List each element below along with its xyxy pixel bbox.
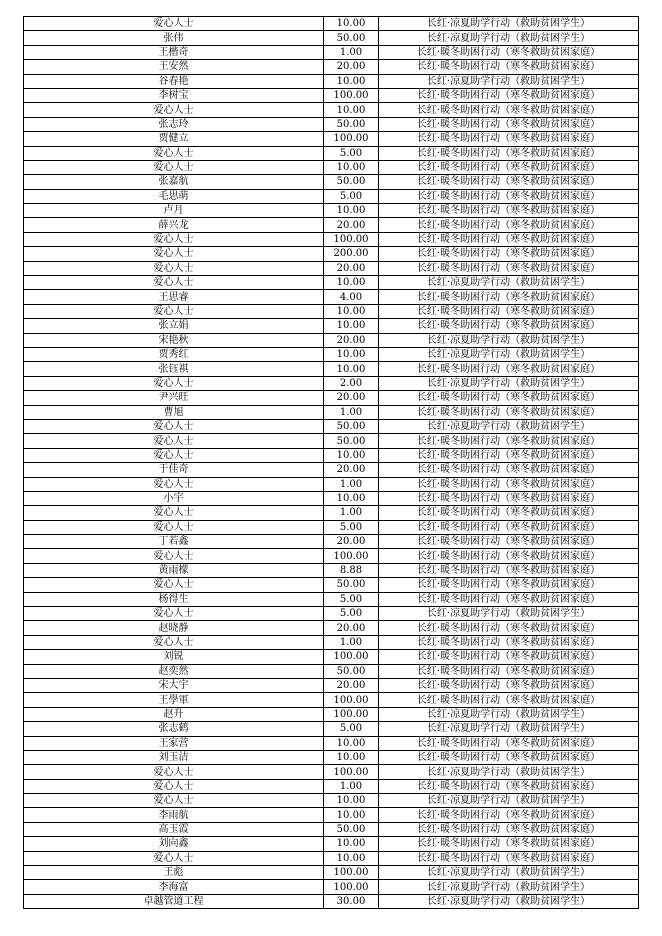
table-row xyxy=(24,132,639,146)
project-cell: 长红·暖冬助困行动（寒冬救助贫困家庭） xyxy=(379,146,639,160)
amount-cell: 50.00 xyxy=(324,175,379,189)
table-row xyxy=(24,635,639,649)
project-cell: 长红·暖冬助困行动（寒冬救助贫困家庭） xyxy=(379,218,639,232)
amount-cell: 5.00 xyxy=(324,146,379,160)
table-row xyxy=(24,491,639,505)
table-row xyxy=(24,45,639,59)
table-row xyxy=(24,607,639,621)
project-cell: 长红·暖冬助困行动（寒冬救助贫困家庭） xyxy=(379,693,639,707)
amount-cell: 50.00 xyxy=(324,434,379,448)
project-cell: 长红·暖冬助困行动（寒冬救助贫困家庭） xyxy=(379,822,639,836)
project-cell: 长红·凉夏助学行动（救助贫困学生） xyxy=(379,276,639,290)
project-cell: 长红·凉夏助学行动（救助贫困学生） xyxy=(379,74,639,88)
table-row xyxy=(24,765,639,779)
amount-cell: 100.00 xyxy=(324,880,379,894)
amount-cell: 10.00 xyxy=(324,808,379,822)
amount-cell: 5.00 xyxy=(324,607,379,621)
table-row xyxy=(24,822,639,836)
amount-cell: 1.00 xyxy=(324,405,379,419)
amount-cell: 50.00 xyxy=(324,117,379,131)
donor-name-cell: 爱心人士 xyxy=(24,851,324,865)
amount-cell: 20.00 xyxy=(324,333,379,347)
amount-cell: 100.00 xyxy=(324,88,379,102)
donor-name-cell: 爱心人士 xyxy=(24,103,324,117)
table-row xyxy=(24,736,639,750)
project-cell: 长红·凉夏助学行动（救助贫困学生） xyxy=(379,607,639,621)
donor-name-cell: 卢月 xyxy=(24,204,324,218)
amount-cell: 20.00 xyxy=(324,391,379,405)
project-cell: 长红·凉夏助学行动（救助贫困学生） xyxy=(379,866,639,880)
project-cell: 长红·暖冬助困行动（寒冬救助贫困家庭） xyxy=(379,779,639,793)
donor-name-cell: 爱心人士 xyxy=(24,434,324,448)
donor-name-cell: 爱心人士 xyxy=(24,578,324,592)
amount-cell: 10.00 xyxy=(324,736,379,750)
project-cell: 长红·凉夏助学行动（救助贫困学生） xyxy=(379,722,639,736)
donor-name-cell: 爱心人士 xyxy=(24,160,324,174)
donor-name-cell: 爱心人士 xyxy=(24,520,324,534)
amount-cell: 50.00 xyxy=(324,578,379,592)
table-row xyxy=(24,578,639,592)
table-row xyxy=(24,621,639,635)
table-row xyxy=(24,362,639,376)
table-row xyxy=(24,204,639,218)
project-cell: 长红·暖冬助困行动（寒冬救助贫困家庭） xyxy=(379,678,639,692)
project-cell: 长红·凉夏助学行动（救助贫困学生） xyxy=(379,707,639,721)
amount-cell: 100.00 xyxy=(324,650,379,664)
table-row xyxy=(24,405,639,419)
project-cell: 长红·暖冬助困行动（寒冬救助贫困家庭） xyxy=(379,132,639,146)
project-cell: 长红·暖冬助困行动（寒冬救助贫困家庭） xyxy=(379,45,639,59)
amount-cell: 50.00 xyxy=(324,664,379,678)
table-row xyxy=(24,261,639,275)
amount-cell: 10.00 xyxy=(324,103,379,117)
table-row xyxy=(24,88,639,102)
table-row xyxy=(24,650,639,664)
table-row xyxy=(24,319,639,333)
amount-cell: 20.00 xyxy=(324,535,379,549)
table-row xyxy=(24,60,639,74)
project-cell: 长红·暖冬助困行动（寒冬救助贫困家庭） xyxy=(379,477,639,491)
project-cell: 长红·暖冬助困行动（寒冬救助贫困家庭） xyxy=(379,837,639,851)
table-row xyxy=(24,779,639,793)
table-row xyxy=(24,146,639,160)
donor-name-cell: 张嘉航 xyxy=(24,175,324,189)
donation-ledger-table xyxy=(23,16,639,909)
donor-name-cell: 刘锐 xyxy=(24,650,324,664)
amount-cell: 4.00 xyxy=(324,290,379,304)
project-cell: 长红·暖冬助困行动（寒冬救助贫困家庭） xyxy=(379,189,639,203)
table-row xyxy=(24,391,639,405)
amount-cell: 20.00 xyxy=(324,463,379,477)
project-cell: 长红·暖冬助困行动（寒冬救助贫困家庭） xyxy=(379,808,639,822)
project-cell: 长红·暖冬助困行动（寒冬救助贫困家庭） xyxy=(379,650,639,664)
table-row xyxy=(24,549,639,563)
amount-cell: 10.00 xyxy=(324,347,379,361)
project-cell: 长红·凉夏助学行动（救助贫困学生） xyxy=(379,333,639,347)
amount-cell: 100.00 xyxy=(324,232,379,246)
donor-name-cell: 刘向鑫 xyxy=(24,837,324,851)
table-row xyxy=(24,866,639,880)
donor-name-cell: 爱心人士 xyxy=(24,477,324,491)
project-cell: 长红·凉夏助学行动（救助贫困学生） xyxy=(379,31,639,45)
table-row xyxy=(24,376,639,390)
amount-cell: 10.00 xyxy=(324,204,379,218)
donor-name-cell: 爱心人士 xyxy=(24,17,324,31)
table-row xyxy=(24,74,639,88)
donor-name-cell: 爱心人士 xyxy=(24,506,324,520)
project-cell: 长红·暖冬助困行动（寒冬救助贫困家庭） xyxy=(379,491,639,505)
amount-cell: 1.00 xyxy=(324,477,379,491)
donor-name-cell: 爱心人士 xyxy=(24,232,324,246)
table-row xyxy=(24,290,639,304)
project-cell: 长红·暖冬助困行动（寒冬救助贫困家庭） xyxy=(379,117,639,131)
amount-cell: 10.00 xyxy=(324,304,379,318)
amount-cell: 20.00 xyxy=(324,60,379,74)
amount-cell: 100.00 xyxy=(324,132,379,146)
donor-name-cell: 张志鹤 xyxy=(24,722,324,736)
project-cell: 长红·暖冬助困行动（寒冬救助贫困家庭） xyxy=(379,232,639,246)
project-cell: 长红·暖冬助困行动（寒冬救助贫困家庭） xyxy=(379,290,639,304)
donor-name-cell: 张立娟 xyxy=(24,319,324,333)
table-row xyxy=(24,707,639,721)
table-row xyxy=(24,750,639,764)
donor-name-cell: 爱心人士 xyxy=(24,765,324,779)
project-cell: 长红·暖冬助困行动（寒冬救助贫困家庭） xyxy=(379,103,639,117)
donor-name-cell: 爱心人士 xyxy=(24,448,324,462)
table-row xyxy=(24,347,639,361)
amount-cell: 20.00 xyxy=(324,218,379,232)
project-cell: 长红·暖冬助困行动（寒冬救助贫困家庭） xyxy=(379,578,639,592)
donor-name-cell: 张伟 xyxy=(24,31,324,45)
amount-cell: 10.00 xyxy=(324,17,379,31)
project-cell: 长红·凉夏助学行动（救助贫困学生） xyxy=(379,347,639,361)
amount-cell: 1.00 xyxy=(324,779,379,793)
amount-cell: 10.00 xyxy=(324,74,379,88)
amount-cell: 5.00 xyxy=(324,189,379,203)
amount-cell: 100.00 xyxy=(324,866,379,880)
amount-cell: 50.00 xyxy=(324,822,379,836)
table-row xyxy=(24,880,639,894)
project-cell: 长红·暖冬助困行动（寒冬救助贫困家庭） xyxy=(379,60,639,74)
amount-cell: 1.00 xyxy=(324,45,379,59)
donor-name-cell: 谷春艳 xyxy=(24,74,324,88)
donor-name-cell: 爱心人士 xyxy=(24,276,324,290)
amount-cell: 10.00 xyxy=(324,448,379,462)
project-cell: 长红·凉夏助学行动（救助贫困学生） xyxy=(379,419,639,433)
amount-cell: 10.00 xyxy=(324,750,379,764)
amount-cell: 30.00 xyxy=(324,894,379,908)
project-cell: 长红·凉夏助学行动（救助贫困学生） xyxy=(379,17,639,31)
table-row xyxy=(24,160,639,174)
donor-name-cell: 刘玉洁 xyxy=(24,750,324,764)
table-row xyxy=(24,17,639,31)
table-row xyxy=(24,506,639,520)
project-cell: 长红·凉夏助学行动（救助贫困学生） xyxy=(379,794,639,808)
amount-cell: 100.00 xyxy=(324,707,379,721)
project-cell: 长红·暖冬助困行动（寒冬救助贫困家庭） xyxy=(379,549,639,563)
amount-cell: 100.00 xyxy=(324,693,379,707)
project-cell: 长红·暖冬助困行动（寒冬救助贫困家庭） xyxy=(379,319,639,333)
project-cell: 长红·暖冬助困行动（寒冬救助贫困家庭） xyxy=(379,391,639,405)
project-cell: 长红·暖冬助困行动（寒冬救助贫困家庭） xyxy=(379,520,639,534)
project-cell: 长红·暖冬助困行动（寒冬救助贫困家庭） xyxy=(379,434,639,448)
table-row xyxy=(24,232,639,246)
donor-name-cell: 尹兴旺 xyxy=(24,391,324,405)
table-row xyxy=(24,520,639,534)
donor-name-cell: 赵晓静 xyxy=(24,621,324,635)
project-cell: 长红·暖冬助困行动（寒冬救助贫困家庭） xyxy=(379,175,639,189)
table-row xyxy=(24,304,639,318)
table-row xyxy=(24,448,639,462)
amount-cell: 10.00 xyxy=(324,794,379,808)
donor-name-cell: 爱心人士 xyxy=(24,794,324,808)
amount-cell: 10.00 xyxy=(324,160,379,174)
donor-name-cell: 爱心人士 xyxy=(24,419,324,433)
table-row xyxy=(24,31,639,45)
amount-cell: 10.00 xyxy=(324,851,379,865)
table-row xyxy=(24,693,639,707)
table-row xyxy=(24,837,639,851)
donor-name-cell: 爱心人士 xyxy=(24,549,324,563)
donor-name-cell: 爱心人士 xyxy=(24,635,324,649)
donor-name-cell: 薛兴龙 xyxy=(24,218,324,232)
amount-cell: 100.00 xyxy=(324,549,379,563)
donor-name-cell: 高玉霞 xyxy=(24,822,324,836)
project-cell: 长红·暖冬助困行动（寒冬救助贫困家庭） xyxy=(379,592,639,606)
project-cell: 长红·暖冬助困行动（寒冬救助贫困家庭） xyxy=(379,304,639,318)
donor-name-cell: 赵奕然 xyxy=(24,664,324,678)
donor-name-cell: 李海富 xyxy=(24,880,324,894)
amount-cell: 10.00 xyxy=(324,319,379,333)
project-cell: 长红·暖冬助困行动（寒冬救助贫困家庭） xyxy=(379,362,639,376)
project-cell: 长红·凉夏助学行动（救助贫困学生） xyxy=(379,894,639,908)
project-cell: 长红·暖冬助困行动（寒冬救助贫困家庭） xyxy=(379,664,639,678)
table-row xyxy=(24,722,639,736)
table-row xyxy=(24,218,639,232)
amount-cell: 5.00 xyxy=(324,520,379,534)
donor-name-cell: 王楷奇 xyxy=(24,45,324,59)
amount-cell: 200.00 xyxy=(324,247,379,261)
donor-name-cell: 爱心人士 xyxy=(24,261,324,275)
project-cell: 长红·暖冬助困行动（寒冬救助贫困家庭） xyxy=(379,88,639,102)
project-cell: 长红·暖冬助困行动（寒冬救助贫困家庭） xyxy=(379,621,639,635)
project-cell: 长红·暖冬助困行动（寒冬救助贫困家庭） xyxy=(379,405,639,419)
amount-cell: 10.00 xyxy=(324,276,379,290)
donor-name-cell: 王思睿 xyxy=(24,290,324,304)
table-row xyxy=(24,189,639,203)
project-cell: 长红·暖冬助困行动（寒冬救助贫困家庭） xyxy=(379,563,639,577)
amount-cell: 50.00 xyxy=(324,419,379,433)
table-row xyxy=(24,794,639,808)
table-row xyxy=(24,175,639,189)
table-row xyxy=(24,894,639,908)
amount-cell: 1.00 xyxy=(324,506,379,520)
amount-cell: 100.00 xyxy=(324,765,379,779)
table-row xyxy=(24,419,639,433)
table-row xyxy=(24,333,639,347)
project-cell: 长红·凉夏助学行动（救助贫困学生） xyxy=(379,376,639,390)
donor-name-cell: 曹旭 xyxy=(24,405,324,419)
table-row xyxy=(24,563,639,577)
donor-name-cell: 张志玲 xyxy=(24,117,324,131)
project-cell: 长红·暖冬助困行动（寒冬救助贫困家庭） xyxy=(379,463,639,477)
donor-name-cell: 贾健立 xyxy=(24,132,324,146)
donor-name-cell: 爱心人士 xyxy=(24,247,324,261)
project-cell: 长红·暖冬助困行动（寒冬救助贫困家庭） xyxy=(379,736,639,750)
table-row xyxy=(24,477,639,491)
donor-name-cell: 爱心人士 xyxy=(24,304,324,318)
project-cell: 长红·暖冬助困行动（寒冬救助贫困家庭） xyxy=(379,506,639,520)
donor-name-cell: 黄雨檬 xyxy=(24,563,324,577)
donor-name-cell: 爱心人士 xyxy=(24,146,324,160)
donor-name-cell: 王家营 xyxy=(24,736,324,750)
donor-name-cell: 王學軍 xyxy=(24,693,324,707)
table-row xyxy=(24,808,639,822)
project-cell: 长红·暖冬助困行动（寒冬救助贫困家庭） xyxy=(379,448,639,462)
donor-name-cell: 于佳奇 xyxy=(24,463,324,477)
donor-name-cell: 王彪 xyxy=(24,866,324,880)
table-row xyxy=(24,103,639,117)
donor-name-cell: 宋大宇 xyxy=(24,678,324,692)
amount-cell: 10.00 xyxy=(324,362,379,376)
donor-name-cell: 张钰祺 xyxy=(24,362,324,376)
donor-name-cell: 赵升 xyxy=(24,707,324,721)
donor-name-cell: 爱心人士 xyxy=(24,376,324,390)
amount-cell: 2.00 xyxy=(324,376,379,390)
donor-name-cell: 宋艳秋 xyxy=(24,333,324,347)
donor-name-cell: 杨得生 xyxy=(24,592,324,606)
project-cell: 长红·暖冬助困行动（寒冬救助贫困家庭） xyxy=(379,851,639,865)
amount-cell: 8.88 xyxy=(324,563,379,577)
donor-name-cell: 卓越管道工程 xyxy=(24,894,324,908)
project-cell: 长红·凉夏助学行动（救助贫困学生） xyxy=(379,880,639,894)
table-row xyxy=(24,592,639,606)
donor-name-cell: 丁若鑫 xyxy=(24,535,324,549)
project-cell: 长红·暖冬助困行动（寒冬救助贫困家庭） xyxy=(379,261,639,275)
donor-name-cell: 小宇 xyxy=(24,491,324,505)
project-cell: 长红·凉夏助学行动（救助贫困学生） xyxy=(379,765,639,779)
project-cell: 长红·暖冬助困行动（寒冬救助贫困家庭） xyxy=(379,635,639,649)
table-row xyxy=(24,535,639,549)
amount-cell: 20.00 xyxy=(324,678,379,692)
amount-cell: 20.00 xyxy=(324,621,379,635)
project-cell: 长红·暖冬助困行动（寒冬救助贫困家庭） xyxy=(379,750,639,764)
amount-cell: 20.00 xyxy=(324,261,379,275)
donor-name-cell: 李雨航 xyxy=(24,808,324,822)
table-row xyxy=(24,247,639,261)
table-row xyxy=(24,678,639,692)
table-row xyxy=(24,117,639,131)
amount-cell: 1.00 xyxy=(324,635,379,649)
amount-cell: 50.00 xyxy=(324,31,379,45)
donor-name-cell: 贾秀红 xyxy=(24,347,324,361)
ledger-body xyxy=(24,17,639,909)
project-cell: 长红·暖冬助困行动（寒冬救助贫困家庭） xyxy=(379,160,639,174)
project-cell: 长红·暖冬助困行动（寒冬救助贫困家庭） xyxy=(379,247,639,261)
amount-cell: 10.00 xyxy=(324,491,379,505)
donor-name-cell: 王安然 xyxy=(24,60,324,74)
donor-name-cell: 爱心人士 xyxy=(24,607,324,621)
table-row xyxy=(24,276,639,290)
table-row xyxy=(24,851,639,865)
amount-cell: 5.00 xyxy=(324,592,379,606)
project-cell: 长红·暖冬助困行动（寒冬救助贫困家庭） xyxy=(379,535,639,549)
table-row xyxy=(24,664,639,678)
donor-name-cell: 毛思萌 xyxy=(24,189,324,203)
table-row xyxy=(24,463,639,477)
amount-cell: 10.00 xyxy=(324,837,379,851)
project-cell: 长红·暖冬助困行动（寒冬救助贫困家庭） xyxy=(379,204,639,218)
donor-name-cell: 爱心人士 xyxy=(24,779,324,793)
amount-cell: 5.00 xyxy=(324,722,379,736)
donor-name-cell: 李树宝 xyxy=(24,88,324,102)
table-row xyxy=(24,434,639,448)
